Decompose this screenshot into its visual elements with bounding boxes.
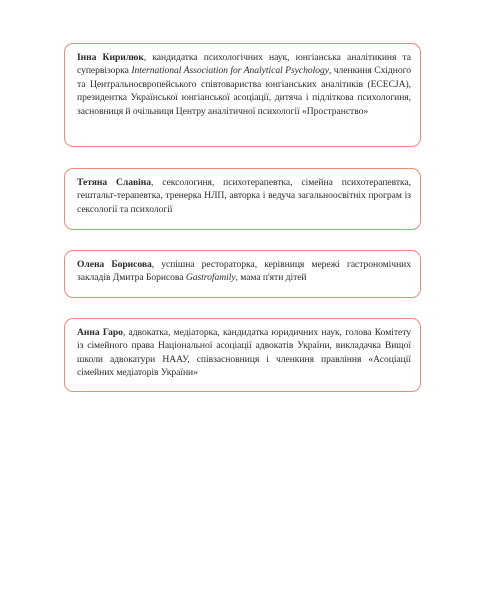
- bio-text: , адвокатка, медіаторка, кандидатка юридичних наук, голова Комітету із сімейного права Національної асоціації адвокатів України, викладачка Вищої школи адвокатури НААУ, співзасновниця і членкиня правління «Асоціації сімейних медіаторів України»: [77, 327, 411, 379]
- bio-name: Тетяна Славіна: [77, 177, 151, 188]
- bio-name: Анна Гаро: [77, 327, 123, 338]
- bio-name: Олена Борисова: [77, 259, 152, 270]
- bio-text: , кандидатка психологічних наук, юнгіанська аналітикиня та супервізорка: [77, 52, 411, 77]
- bio-card-olena-borysova: [64, 250, 421, 298]
- bio-company: Gastrofamily: [185, 272, 236, 284]
- bio-text: , мама п'яти дітей: [235, 272, 307, 284]
- bio-text: , успішна рестораторка, керівниця мережі гастрономічних закладів Дмитра Борисова: [77, 259, 411, 284]
- bio-card-inna-kyryliuk: [64, 43, 421, 147]
- bio-organization: International Association for Analytical Psychology: [131, 65, 329, 77]
- bio-text: , сексологиня, психотерапевтка, сімейна психотерапевтка, гештальт-терапевтка, тренерка НЛП, авторка і ведуча загальноосвітніх програм із сексології та психології: [77, 177, 411, 215]
- bio-text: , членкиня Східного та Центральноєвропейського співтовариства юнгіанських аналітиків (ECECJA), президентка Української юнгіанської асоціації, дитяча і підліткова психологиня, засновниця й очільниця Центру аналітичної психології «Пространство»: [77, 65, 411, 117]
- bio-name: Інна Кирилюк: [77, 52, 144, 63]
- bio-card-tetiana-slavina: [64, 168, 421, 230]
- bio-card-anna-haro: [64, 318, 421, 392]
